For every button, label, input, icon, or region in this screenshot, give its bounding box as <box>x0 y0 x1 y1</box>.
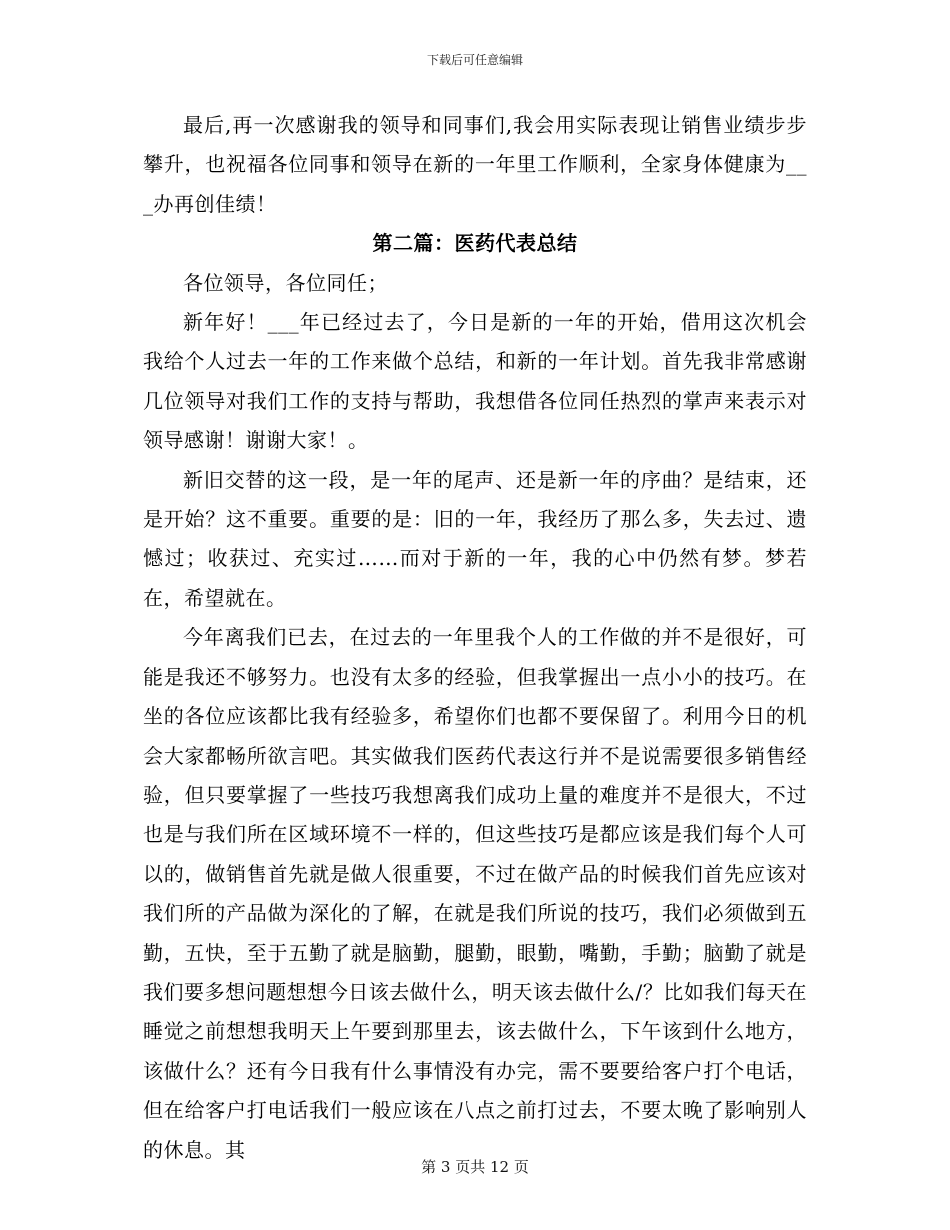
closing-paragraph: 最后,再一次感谢我的领导和同事们,我会用实际表现让销售业绩步步攀升，也祝福各位同事和领导在新的一年里工作顺利，全家身体健康为___办再创佳绩！ <box>143 113 807 216</box>
document-body <box>143 106 807 1170</box>
salutation-paragraph: 各位领导，各位同任； <box>183 270 388 295</box>
page-header: 下载后可任意编辑 <box>426 53 523 67</box>
greeting-paragraph: 新年好！___年已经过去了，今日是新的一年的开始，借用这次机会我给个人过去一年的工作来做个总结，和新的一年计划。首先我非常感谢几位领导对我们工作的支持与帮助，我想借各位同任热烈的掌声来表示对领导感谢！谢谢大家！。 <box>143 310 807 453</box>
section-heading: 第二篇：医药代表总结 <box>372 231 578 256</box>
reflection-paragraph: 新旧交替的这一段，是一年的尾声、还是新一年的序曲？是结束，还是开始？这不重要。重要的是：旧的一年，我经历了那么多，失去过、遗憾过；收获过、充实过……而对于新的一年，我的心中仍然有梦。梦若在，希望就在。 <box>143 467 807 610</box>
page-number-footer: 第 3 页共 12 页 <box>421 1158 529 1176</box>
experience-paragraph: 今年离我们已去，在过去的一年里我个人的工作做的并不是很好，可能是我还不够努力。也没有太多的经验，但我掌握出一点小小的技巧。在坐的各位应该都比我有经验多，希望你们也都不要保留了。利用今日的机会大家都畅所欲言吧。其实做我们医药代表这行并不是说需要很多销售经验，但只要掌握了一些技巧我想离我们成功上量的难度并不是很大，不过也是与我们所在区域环境不一样的，但这些技巧是都应该是我们每个人可以的，做销售首先就是做人很重要，不过在做产品的时候我们首先应该对我们所的产品做为深化的了解，在就是我们所说的技巧，我们必须做到五勤，五快，至于五勤了就是脑勤，腿勤，眼勤，嘴勤，手勤；脑勤了就是我们要多想问题想想今日该去做什么，明天该去做什么/？比如我们每天在睡觉之前想想我明天上午要到那里去，该去做什么，下午该到什么地方，该做什么？还有今日我有什么事情没有办完，需不要要给客户打个电话，但在给客户打电话我们一般应该在八点之前打过去，不要太晚了影响别人的休息。其 <box>143 625 807 1162</box>
